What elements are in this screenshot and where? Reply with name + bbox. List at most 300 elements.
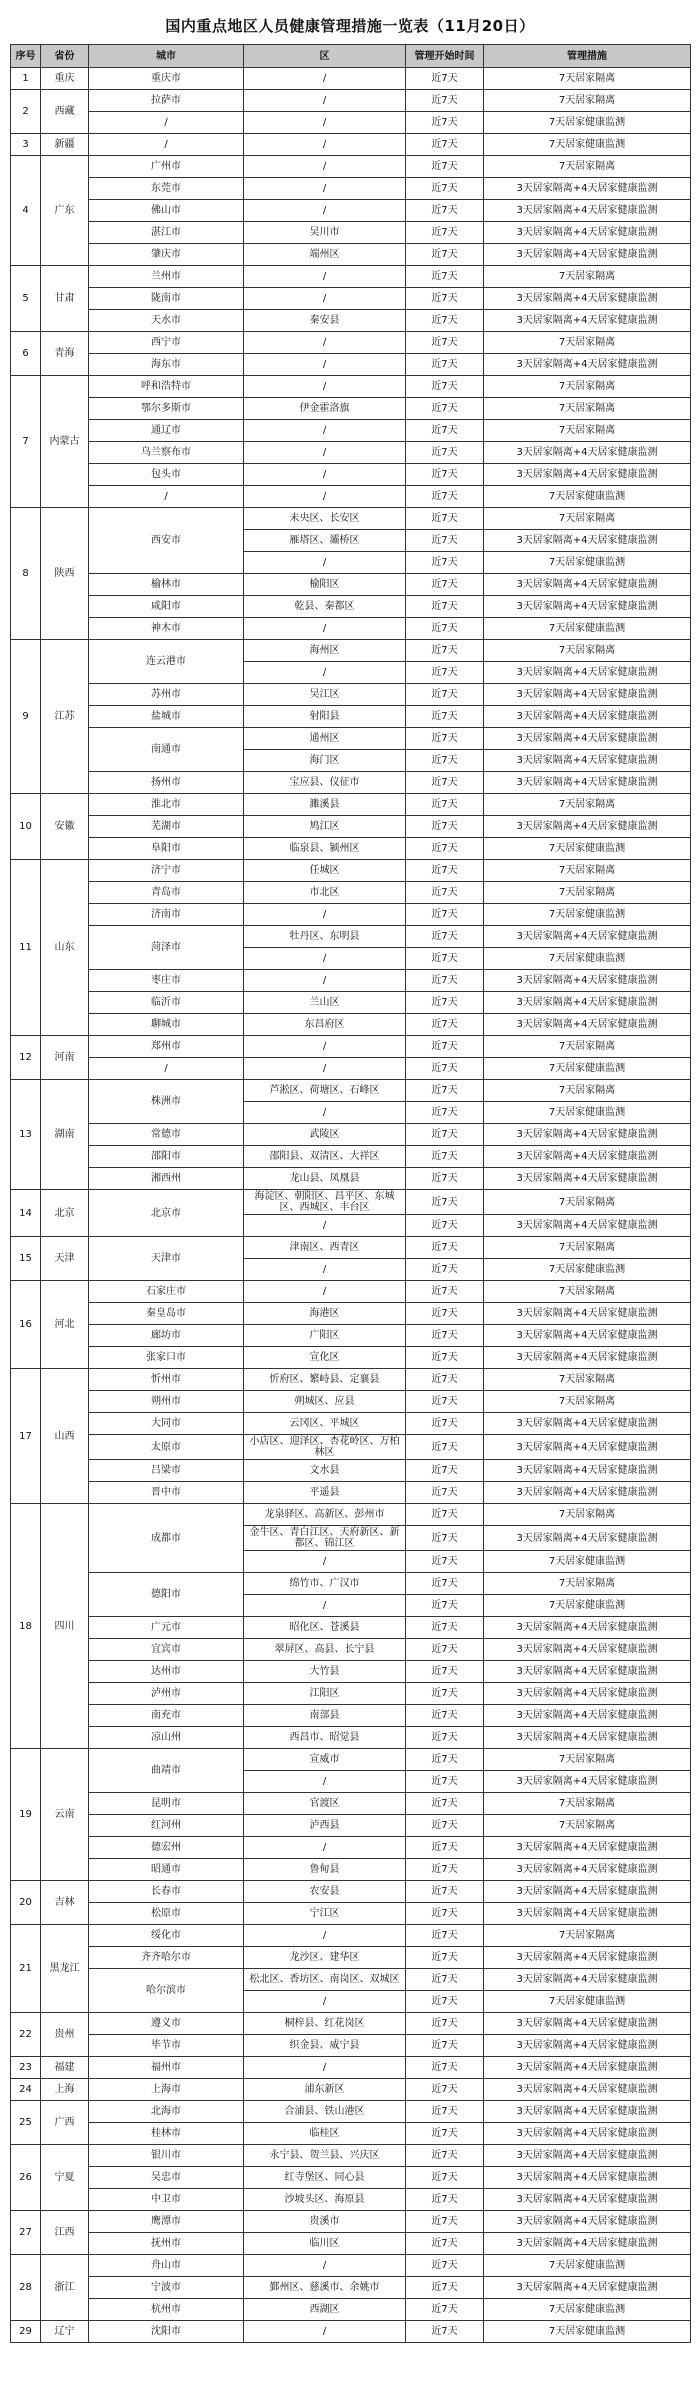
measure-cell: 3天居家隔离+4天居家健康监测 xyxy=(484,1435,691,1460)
seq-cell: 10 xyxy=(11,794,41,860)
measure-cell: 3天居家隔离+4天居家健康监测 xyxy=(484,728,691,750)
start-time-cell: 近7天 xyxy=(406,1281,484,1303)
district-cell: 永宁县、贺兰县、兴庆区 xyxy=(244,2145,406,2167)
start-time-cell: 近7天 xyxy=(406,684,484,706)
city-cell: 鹰潭市 xyxy=(89,2211,244,2233)
measure-cell: 3天居家隔离+4天居家健康监测 xyxy=(484,1460,691,1482)
measure-cell: 3天居家隔离+4天居家健康监测 xyxy=(484,1146,691,1168)
table-row xyxy=(11,1146,691,1168)
measure-cell: 3天居家隔离+4天居家健康监测 xyxy=(484,2035,691,2057)
district-cell: / xyxy=(244,1837,406,1859)
province-cell: 四川 xyxy=(41,1504,89,1749)
city-cell: 咸阳市 xyxy=(89,596,244,618)
city-cell: / xyxy=(89,134,244,156)
city-cell: 朔州市 xyxy=(89,1391,244,1413)
measure-cell: 7天居家隔离 xyxy=(484,1080,691,1102)
table-row xyxy=(11,2255,691,2277)
measure-cell: 3天居家隔离+4天居家健康监测 xyxy=(484,178,691,200)
measure-cell: 3天居家隔离+4天居家健康监测 xyxy=(484,1215,691,1237)
city-cell: 湛江市 xyxy=(89,222,244,244)
city-cell: 哈尔滨市 xyxy=(89,1969,244,2013)
city-cell: 昆明市 xyxy=(89,1793,244,1815)
measure-cell: 3天居家隔离+4天居家健康监测 xyxy=(484,200,691,222)
table-row xyxy=(11,2211,691,2233)
table-row xyxy=(11,1080,691,1102)
measure-cell: 7天居家隔离 xyxy=(484,420,691,442)
header-city: 城市 xyxy=(89,45,244,68)
city-cell: 宁波市 xyxy=(89,2277,244,2299)
table-row xyxy=(11,310,691,332)
city-cell: 广元市 xyxy=(89,1617,244,1639)
measure-cell: 3天居家隔离+4天居家健康监测 xyxy=(484,1947,691,1969)
seq-cell: 14 xyxy=(11,1190,41,1237)
seq-cell: 28 xyxy=(11,2255,41,2321)
table-row xyxy=(11,640,691,662)
table-row xyxy=(11,1573,691,1595)
city-cell: 神木市 xyxy=(89,618,244,640)
start-time-cell: 近7天 xyxy=(406,640,484,662)
start-time-cell: 近7天 xyxy=(406,178,484,200)
measure-cell: 3天居家隔离+4天居家健康监测 xyxy=(484,574,691,596)
table-row xyxy=(11,156,691,178)
start-time-cell: 近7天 xyxy=(406,134,484,156)
start-time-cell: 近7天 xyxy=(406,1504,484,1526)
measure-cell: 3天居家隔离+4天居家健康监测 xyxy=(484,684,691,706)
city-cell: 连云港市 xyxy=(89,640,244,684)
seq-cell: 16 xyxy=(11,1281,41,1369)
table-row xyxy=(11,112,691,134)
measure-cell: 7天居家健康监测 xyxy=(484,904,691,926)
measure-cell: 7天居家健康监测 xyxy=(484,838,691,860)
table-row xyxy=(11,794,691,816)
start-time-cell: 近7天 xyxy=(406,1526,484,1551)
district-cell: 平遥县 xyxy=(244,1482,406,1504)
table-row xyxy=(11,1281,691,1303)
district-cell: 芦淞区、荷塘区、石峰区 xyxy=(244,1080,406,1102)
measure-cell: 3天居家隔离+4天居家健康监测 xyxy=(484,750,691,772)
district-cell: 海州区 xyxy=(244,640,406,662)
measure-cell: 3天居家隔离+4天居家健康监测 xyxy=(484,2233,691,2255)
measure-cell: 7天居家隔离 xyxy=(484,332,691,354)
measure-cell: 7天居家隔离 xyxy=(484,1815,691,1837)
table-row xyxy=(11,1969,691,1991)
district-cell: 小店区、迎泽区、杏花岭区、万柏林区 xyxy=(244,1435,406,1460)
district-cell: / xyxy=(244,90,406,112)
city-cell: / xyxy=(89,1058,244,1080)
district-cell: / xyxy=(244,1771,406,1793)
measure-cell: 3天居家隔离+4天居家健康监测 xyxy=(484,2277,691,2299)
start-time-cell: 近7天 xyxy=(406,2035,484,2057)
table-row xyxy=(11,2035,691,2057)
measure-cell: 7天居家健康监测 xyxy=(484,1259,691,1281)
measure-cell: 3天居家隔离+4天居家健康监测 xyxy=(484,2013,691,2035)
table-row xyxy=(11,1303,691,1325)
seq-cell: 8 xyxy=(11,508,41,640)
start-time-cell: 近7天 xyxy=(406,332,484,354)
table-row xyxy=(11,1727,691,1749)
district-cell: / xyxy=(244,1595,406,1617)
province-cell: 甘肃 xyxy=(41,266,89,332)
district-cell: 松北区、香坊区、南岗区、双城区 xyxy=(244,1969,406,1991)
start-time-cell: 近7天 xyxy=(406,1460,484,1482)
city-cell: 忻州市 xyxy=(89,1369,244,1391)
seq-cell: 18 xyxy=(11,1504,41,1749)
district-cell: 临泉县、颍州区 xyxy=(244,838,406,860)
province-cell: 江苏 xyxy=(41,640,89,794)
measure-cell: 7天居家隔离 xyxy=(484,1281,691,1303)
province-cell: 北京 xyxy=(41,1190,89,1237)
district-cell: 射阳县 xyxy=(244,706,406,728)
city-cell: 松原市 xyxy=(89,1903,244,1925)
table-row xyxy=(11,1815,691,1837)
city-cell: 德阳市 xyxy=(89,1573,244,1617)
start-time-cell: 近7天 xyxy=(406,398,484,420)
start-time-cell: 近7天 xyxy=(406,1595,484,1617)
start-time-cell: 近7天 xyxy=(406,794,484,816)
measure-cell: 7天居家健康监测 xyxy=(484,1551,691,1573)
district-cell: 津南区、西青区 xyxy=(244,1237,406,1259)
start-time-cell: 近7天 xyxy=(406,112,484,134)
start-time-cell: 近7天 xyxy=(406,1771,484,1793)
district-cell: 西昌市、昭觉县 xyxy=(244,1727,406,1749)
city-cell: 榆林市 xyxy=(89,574,244,596)
city-cell: 天津市 xyxy=(89,1237,244,1281)
district-cell: 昭化区、苍溪县 xyxy=(244,1617,406,1639)
district-cell: 广阳区 xyxy=(244,1325,406,1347)
district-cell: / xyxy=(244,1259,406,1281)
table-row xyxy=(11,1859,691,1881)
district-cell: / xyxy=(244,2255,406,2277)
seq-cell: 12 xyxy=(11,1036,41,1080)
seq-cell: 15 xyxy=(11,1237,41,1281)
district-cell: / xyxy=(244,332,406,354)
measure-cell: 3天居家隔离+4天居家健康监测 xyxy=(484,1881,691,1903)
district-cell: 鄞州区、慈溪市、余姚市 xyxy=(244,2277,406,2299)
start-time-cell: 近7天 xyxy=(406,706,484,728)
district-cell: 龙山县、凤凰县 xyxy=(244,1168,406,1190)
start-time-cell: 近7天 xyxy=(406,904,484,926)
district-cell: / xyxy=(244,1991,406,2013)
district-cell: 临川区 xyxy=(244,2233,406,2255)
start-time-cell: 近7天 xyxy=(406,310,484,332)
measure-cell: 3天居家隔离+4天居家健康监测 xyxy=(484,2057,691,2079)
city-cell: 陇南市 xyxy=(89,288,244,310)
city-cell: 毕节市 xyxy=(89,2035,244,2057)
table-row xyxy=(11,332,691,354)
start-time-cell: 近7天 xyxy=(406,772,484,794)
district-cell: 绵竹市、广汉市 xyxy=(244,1573,406,1595)
measure-cell: 3天居家隔离+4天居家健康监测 xyxy=(484,1325,691,1347)
district-cell: / xyxy=(244,1058,406,1080)
table-row xyxy=(11,574,691,596)
start-time-cell: 近7天 xyxy=(406,1705,484,1727)
city-cell: 银川市 xyxy=(89,2145,244,2167)
city-cell: 常德市 xyxy=(89,1124,244,1146)
table-row xyxy=(11,1391,691,1413)
table-row xyxy=(11,1639,691,1661)
measure-cell: 3天居家隔离+4天居家健康监测 xyxy=(484,288,691,310)
measure-cell: 3天居家隔离+4天居家健康监测 xyxy=(484,772,691,794)
city-cell: 西安市 xyxy=(89,508,244,574)
start-time-cell: 近7天 xyxy=(406,442,484,464)
start-time-cell: 近7天 xyxy=(406,2079,484,2101)
district-cell: 织金县、威宁县 xyxy=(244,2035,406,2057)
district-cell: / xyxy=(244,2321,406,2343)
seq-cell: 23 xyxy=(11,2057,41,2079)
district-cell: 文水县 xyxy=(244,1460,406,1482)
district-cell: 朔城区、应县 xyxy=(244,1391,406,1413)
table-row xyxy=(11,288,691,310)
table-row xyxy=(11,2299,691,2321)
measure-cell: 3天居家隔离+4天居家健康监测 xyxy=(484,1617,691,1639)
measure-cell: 3天居家隔离+4天居家健康监测 xyxy=(484,1303,691,1325)
city-cell: 凉山州 xyxy=(89,1727,244,1749)
measure-cell: 3天居家隔离+4天居家健康监测 xyxy=(484,816,691,838)
measure-cell: 7天居家隔离 xyxy=(484,68,691,90)
start-time-cell: 近7天 xyxy=(406,1727,484,1749)
district-cell: 乾县、秦都区 xyxy=(244,596,406,618)
district-cell: 农安县 xyxy=(244,1881,406,1903)
city-cell: / xyxy=(89,486,244,508)
seq-cell: 3 xyxy=(11,134,41,156)
measure-cell: 3天居家隔离+4天居家健康监测 xyxy=(484,222,691,244)
table-row xyxy=(11,926,691,948)
city-cell: / xyxy=(89,112,244,134)
table-row xyxy=(11,1190,691,1215)
table-row xyxy=(11,1347,691,1369)
table-row xyxy=(11,1705,691,1727)
measure-cell: 7天居家隔离 xyxy=(484,1190,691,1215)
district-cell: / xyxy=(244,2057,406,2079)
district-cell: 鸠江区 xyxy=(244,816,406,838)
start-time-cell: 近7天 xyxy=(406,376,484,398)
province-cell: 重庆 xyxy=(41,68,89,90)
table-row xyxy=(11,904,691,926)
city-cell: 聊城市 xyxy=(89,1014,244,1036)
district-cell: 通州区 xyxy=(244,728,406,750)
city-cell: 阜阳市 xyxy=(89,838,244,860)
city-cell: 东莞市 xyxy=(89,178,244,200)
city-cell: 苏州市 xyxy=(89,684,244,706)
district-cell: 沙坡头区、海原县 xyxy=(244,2189,406,2211)
city-cell: 济宁市 xyxy=(89,860,244,882)
table-row xyxy=(11,1168,691,1190)
seq-cell: 19 xyxy=(11,1749,41,1881)
district-cell: 武陵区 xyxy=(244,1124,406,1146)
seq-cell: 20 xyxy=(11,1881,41,1925)
seq-cell: 24 xyxy=(11,2079,41,2101)
measure-cell: 7天居家隔离 xyxy=(484,1749,691,1771)
table-header xyxy=(11,45,691,68)
measure-cell: 3天居家隔离+4天居家健康监测 xyxy=(484,970,691,992)
measure-cell: 3天居家隔离+4天居家健康监测 xyxy=(484,2189,691,2211)
city-cell: 南通市 xyxy=(89,728,244,772)
district-cell: / xyxy=(244,68,406,90)
table-row xyxy=(11,244,691,266)
table-row xyxy=(11,1124,691,1146)
district-cell: 大竹县 xyxy=(244,1661,406,1683)
start-time-cell: 近7天 xyxy=(406,1058,484,1080)
start-time-cell: 近7天 xyxy=(406,860,484,882)
table-row xyxy=(11,1661,691,1683)
district-cell: / xyxy=(244,420,406,442)
start-time-cell: 近7天 xyxy=(406,1369,484,1391)
table-row xyxy=(11,2277,691,2299)
table-row xyxy=(11,266,691,288)
seq-cell: 11 xyxy=(11,860,41,1036)
table-row xyxy=(11,684,691,706)
province-cell: 云南 xyxy=(41,1749,89,1881)
district-cell: 未央区、长安区 xyxy=(244,508,406,530)
start-time-cell: 近7天 xyxy=(406,2299,484,2321)
start-time-cell: 近7天 xyxy=(406,1325,484,1347)
city-cell: 芜湖市 xyxy=(89,816,244,838)
start-time-cell: 近7天 xyxy=(406,2167,484,2189)
district-cell: 翠屏区、高县、长宁县 xyxy=(244,1639,406,1661)
start-time-cell: 近7天 xyxy=(406,1413,484,1435)
district-cell: 龙泉驿区、高新区、彭州市 xyxy=(244,1504,406,1526)
measure-cell: 3天居家隔离+4天居家健康监测 xyxy=(484,1837,691,1859)
city-cell: 齐齐哈尔市 xyxy=(89,1947,244,1969)
measure-cell: 7天居家隔离 xyxy=(484,508,691,530)
start-time-cell: 近7天 xyxy=(406,2233,484,2255)
start-time-cell: 近7天 xyxy=(406,530,484,552)
city-cell: 呼和浩特市 xyxy=(89,376,244,398)
measure-cell: 7天居家隔离 xyxy=(484,376,691,398)
city-cell: 桂林市 xyxy=(89,2123,244,2145)
city-cell: 绥化市 xyxy=(89,1925,244,1947)
table-row xyxy=(11,1058,691,1080)
district-cell: / xyxy=(244,266,406,288)
province-cell: 陕西 xyxy=(41,508,89,640)
district-cell: / xyxy=(244,200,406,222)
city-cell: 昭通市 xyxy=(89,1859,244,1881)
province-cell: 贵州 xyxy=(41,2013,89,2057)
district-cell: 海门区 xyxy=(244,750,406,772)
start-time-cell: 近7天 xyxy=(406,1859,484,1881)
city-cell: 杭州市 xyxy=(89,2299,244,2321)
start-time-cell: 近7天 xyxy=(406,1190,484,1215)
district-cell: 江阳区 xyxy=(244,1683,406,1705)
seq-cell: 6 xyxy=(11,332,41,376)
table-row xyxy=(11,2123,691,2145)
measure-cell: 7天居家健康监测 xyxy=(484,112,691,134)
measure-cell: 3天居家隔离+4天居家健康监测 xyxy=(484,530,691,552)
measure-cell: 7天居家隔离 xyxy=(484,156,691,178)
seq-cell: 13 xyxy=(11,1080,41,1190)
district-cell: / xyxy=(244,134,406,156)
start-time-cell: 近7天 xyxy=(406,1259,484,1281)
city-cell: 长春市 xyxy=(89,1881,244,1903)
measure-cell: 7天居家隔离 xyxy=(484,640,691,662)
table-body xyxy=(11,68,691,2343)
district-cell: / xyxy=(244,618,406,640)
start-time-cell: 近7天 xyxy=(406,1837,484,1859)
city-cell: 石家庄市 xyxy=(89,1281,244,1303)
district-cell: 海淀区、朝阳区、昌平区、东城区、西城区、丰台区 xyxy=(244,1190,406,1215)
province-cell: 宁夏 xyxy=(41,2145,89,2211)
city-cell: 通辽市 xyxy=(89,420,244,442)
district-cell: 端州区 xyxy=(244,244,406,266)
table-row xyxy=(11,882,691,904)
district-cell: 红寺堡区、同心县 xyxy=(244,2167,406,2189)
province-cell: 青海 xyxy=(41,332,89,376)
district-cell: 雁塔区、灞桥区 xyxy=(244,530,406,552)
page-title: 国内重点地区人员健康管理措施一览表（11月20日） xyxy=(165,17,535,35)
measure-cell: 3天居家隔离+4天居家健康监测 xyxy=(484,706,691,728)
start-time-cell: 近7天 xyxy=(406,728,484,750)
start-time-cell: 近7天 xyxy=(406,1435,484,1460)
start-time-cell: 近7天 xyxy=(406,2123,484,2145)
city-cell: 秦皇岛市 xyxy=(89,1303,244,1325)
table-row xyxy=(11,1683,691,1705)
province-cell: 辽宁 xyxy=(41,2321,89,2343)
city-cell: 舟山市 xyxy=(89,2255,244,2277)
district-cell: / xyxy=(244,662,406,684)
city-cell: 海东市 xyxy=(89,354,244,376)
district-cell: 泸西县 xyxy=(244,1815,406,1837)
start-time-cell: 近7天 xyxy=(406,1925,484,1947)
table-row xyxy=(11,1014,691,1036)
table-row xyxy=(11,2101,691,2123)
city-cell: 临沂市 xyxy=(89,992,244,1014)
city-cell: 株洲市 xyxy=(89,1080,244,1124)
start-time-cell: 近7天 xyxy=(406,2277,484,2299)
table-row xyxy=(11,486,691,508)
measure-cell: 3天居家隔离+4天居家健康监测 xyxy=(484,1969,691,1991)
measure-cell: 7天居家隔离 xyxy=(484,1369,691,1391)
table-row xyxy=(11,442,691,464)
city-cell: 菏泽市 xyxy=(89,926,244,970)
measure-cell: 3天居家隔离+4天居家健康监测 xyxy=(484,464,691,486)
seq-cell: 5 xyxy=(11,266,41,332)
district-cell: 桐梓县、红花岗区 xyxy=(244,2013,406,2035)
city-cell: 佛山市 xyxy=(89,200,244,222)
measure-cell: 3天居家隔离+4天居家健康监测 xyxy=(484,1683,691,1705)
measure-cell: 7天居家隔离 xyxy=(484,1237,691,1259)
city-cell: 兰州市 xyxy=(89,266,244,288)
measure-cell: 3天居家隔离+4天居家健康监测 xyxy=(484,2101,691,2123)
measure-cell: 3天居家隔离+4天居家健康监测 xyxy=(484,1771,691,1793)
start-time-cell: 近7天 xyxy=(406,948,484,970)
start-time-cell: 近7天 xyxy=(406,1991,484,2013)
table-row xyxy=(11,992,691,1014)
table-row xyxy=(11,596,691,618)
district-cell: 榆阳区 xyxy=(244,574,406,596)
seq-cell: 29 xyxy=(11,2321,41,2343)
measure-cell: 3天居家隔离+4天居家健康监测 xyxy=(484,244,691,266)
header-district: 区 xyxy=(244,45,406,68)
measure-cell: 7天居家健康监测 xyxy=(484,1991,691,2013)
district-cell: 宁江区 xyxy=(244,1903,406,1925)
table-row xyxy=(11,178,691,200)
measure-cell: 7天居家隔离 xyxy=(484,1925,691,1947)
measure-cell: 7天居家健康监测 xyxy=(484,134,691,156)
measure-cell: 3天居家隔离+4天居家健康监测 xyxy=(484,354,691,376)
start-time-cell: 近7天 xyxy=(406,464,484,486)
measure-cell: 7天居家健康监测 xyxy=(484,948,691,970)
table-row xyxy=(11,728,691,750)
start-time-cell: 近7天 xyxy=(406,1303,484,1325)
table-row xyxy=(11,860,691,882)
table-row xyxy=(11,134,691,156)
seq-cell: 9 xyxy=(11,640,41,794)
start-time-cell: 近7天 xyxy=(406,2189,484,2211)
district-cell: / xyxy=(244,178,406,200)
start-time-cell: 近7天 xyxy=(406,1102,484,1124)
table-row xyxy=(11,2321,691,2343)
district-cell: 吴川市 xyxy=(244,222,406,244)
